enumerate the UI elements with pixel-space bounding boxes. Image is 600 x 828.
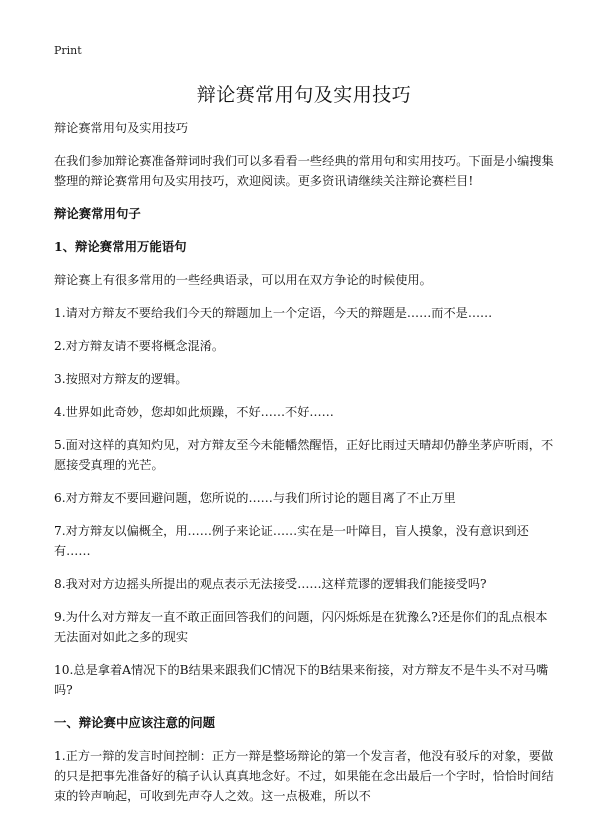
paragraph: 1.正方一辩的发言时间控制：正方一辩是整场辩论的第一个发言者，他没有驳斥的对象，要做的只是把事先准备好的稿子认认真真地念好。不过，如果能在念出最后一个字时，恰恰时间结束的铃声响起，可收到先声夺人之效。这一点极难，所以不 [54, 749, 554, 803]
paragraph: 在我们参加辩论赛准备辩词时我们可以多看看一些经典的常用句和实用技巧。下面是小编搜集整理的辩论赛常用句及实用技巧，欢迎阅读。更多资讯请继续关注辩论赛栏目! [54, 154, 554, 188]
paragraph: 6.对方辩友不要回避问题，您所说的……与我们所讨论的题目离了不止万里 [54, 491, 456, 505]
paragraph: 1.请对方辩友不要给我们今天的辩题加上一个定语，今天的辩题是……而不是…… [54, 306, 493, 320]
paragraph: 辩论赛上有很多常用的一些经典语录，可以用在双方争论的时候使用。 [54, 273, 432, 287]
document-title: 辩论赛常用句及实用技巧 [196, 84, 412, 106]
paragraph: 8.我对对方边摇头所提出的观点表示无法接受……这样荒谬的逻辑我们能接受吗? [54, 577, 487, 591]
section-heading: 辩论赛常用句子 [54, 206, 141, 221]
paragraph: 辩论赛常用句及实用技巧 [54, 121, 189, 135]
section-heading: 1、辩论赛常用万能语句 [54, 239, 187, 254]
article-body [54, 118, 554, 819]
paragraph: 9.为什么对方辩友一直不敢正面回答我们的问题，闪闪烁烁是在犹豫么?还是你们的乱点根本无法面对如此之多的现实 [54, 610, 548, 644]
paragraph: 3.按照对方辩友的逻辑。 [54, 372, 188, 386]
paragraph: 10.总是拿着A情况下的B结果来跟我们C情况下的B结果来衔接，对方辩友不是牛头不对马嘴吗? [54, 663, 549, 697]
section-heading: 一、辩论赛中应该注意的问题 [54, 715, 216, 730]
paragraph: 7.对方辩友以偏概全，用……例子来论证……实在是一叶障目，盲人摸象，没有意识到还有…… [54, 524, 529, 558]
paragraph: 2.对方辩友请不要将概念混淆。 [54, 339, 225, 353]
print-link[interactable]: Print [54, 44, 82, 57]
paragraph: 5.面对这样的真知灼见，对方辩友至今未能幡然醒悟，正好比雨过天晴却仍静坐茅庐听雨，不愿接受真理的光芒。 [54, 438, 554, 472]
paragraph: 4.世界如此奇妙，您却如此烦躁，不好……不好…… [54, 405, 334, 419]
